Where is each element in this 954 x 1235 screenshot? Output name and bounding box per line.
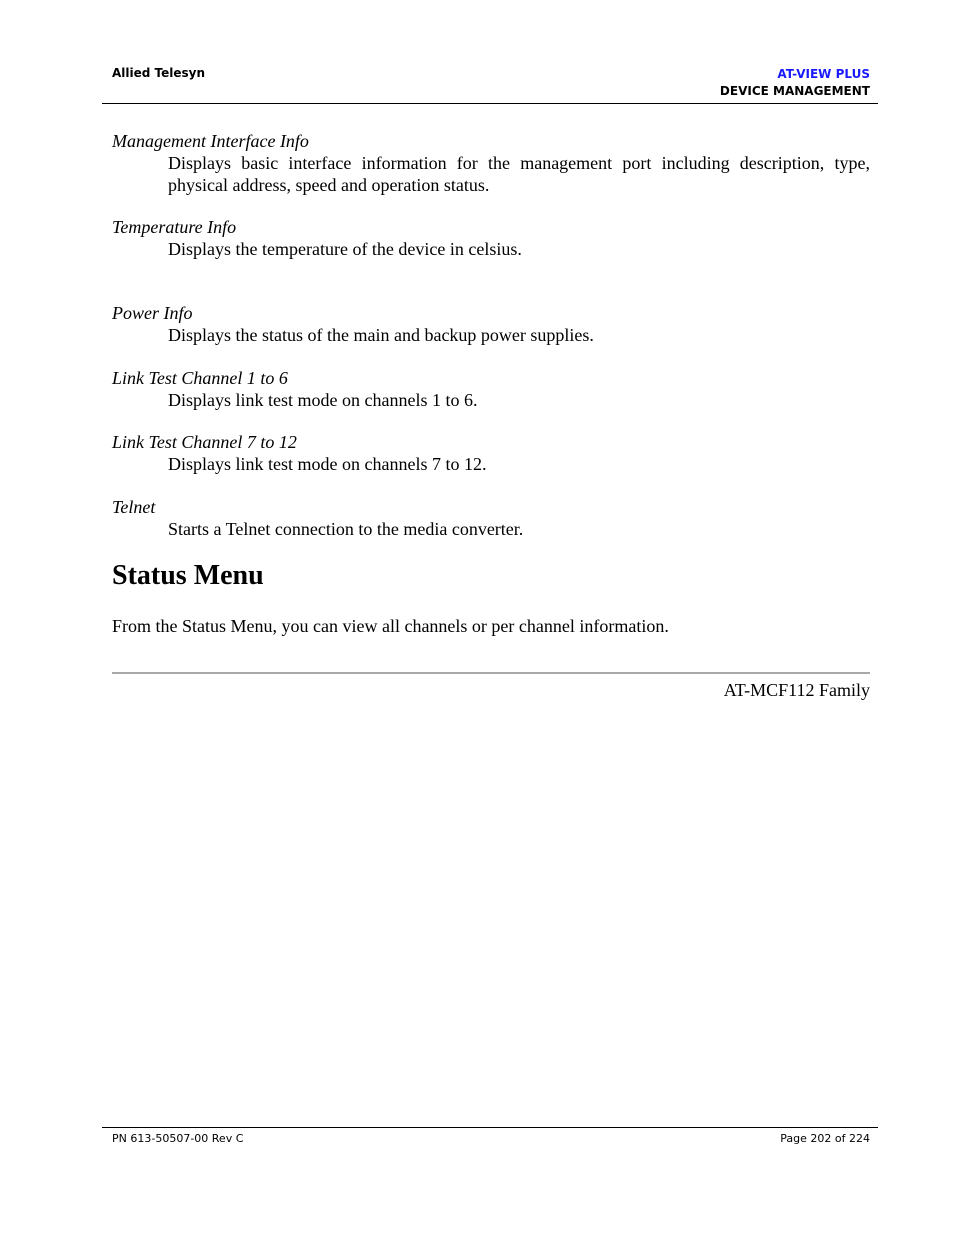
section-divider [112, 672, 870, 674]
entry-power-info [112, 302, 870, 346]
header-right [720, 66, 870, 100]
entry-description: Displays link test mode on channels 1 to 6. [168, 390, 478, 410]
footer-page-number: Page 202 of 224 [780, 1132, 870, 1145]
entry-link-test-1-6 [112, 367, 870, 411]
entry-term: Telnet [112, 497, 156, 517]
entry-description: Displays basic interface information for the management port including description, type, physical address, speed and operation status. [168, 153, 870, 195]
entry-management-interface-info [112, 130, 870, 196]
entry-temperature-info [112, 216, 870, 260]
footer-part-number: PN 613-50507-00 Rev C [112, 1132, 244, 1145]
entry-description: Displays the temperature of the device in celsius. [168, 239, 522, 259]
entry-term: Temperature Info [112, 217, 237, 237]
entry-term: Power Info [112, 303, 193, 323]
footer-divider [102, 1127, 878, 1128]
product-family: AT-MCF112 Family [723, 680, 870, 700]
entry-description: Displays the status of the main and backup power supplies. [168, 325, 594, 345]
header-divider [102, 103, 878, 104]
section-heading: Status Menu [112, 560, 264, 591]
header-company: Allied Telesyn [112, 66, 206, 80]
entry-term: Management Interface Info [112, 131, 309, 151]
header-product: AT-VIEW PLUS [777, 67, 870, 81]
section-intro: From the Status Menu, you can view all channels or per channel information. [112, 616, 669, 636]
entry-description: Displays link test mode on channels 7 to 12. [168, 454, 487, 474]
entry-link-test-7-12 [112, 431, 870, 475]
entry-description: Starts a Telnet connection to the media converter. [168, 519, 524, 539]
entry-term: Link Test Channel 7 to 12 [112, 432, 297, 452]
entry-term: Link Test Channel 1 to 6 [112, 368, 288, 388]
header-section: DEVICE MANAGEMENT [719, 84, 870, 98]
entry-telnet [112, 496, 870, 540]
